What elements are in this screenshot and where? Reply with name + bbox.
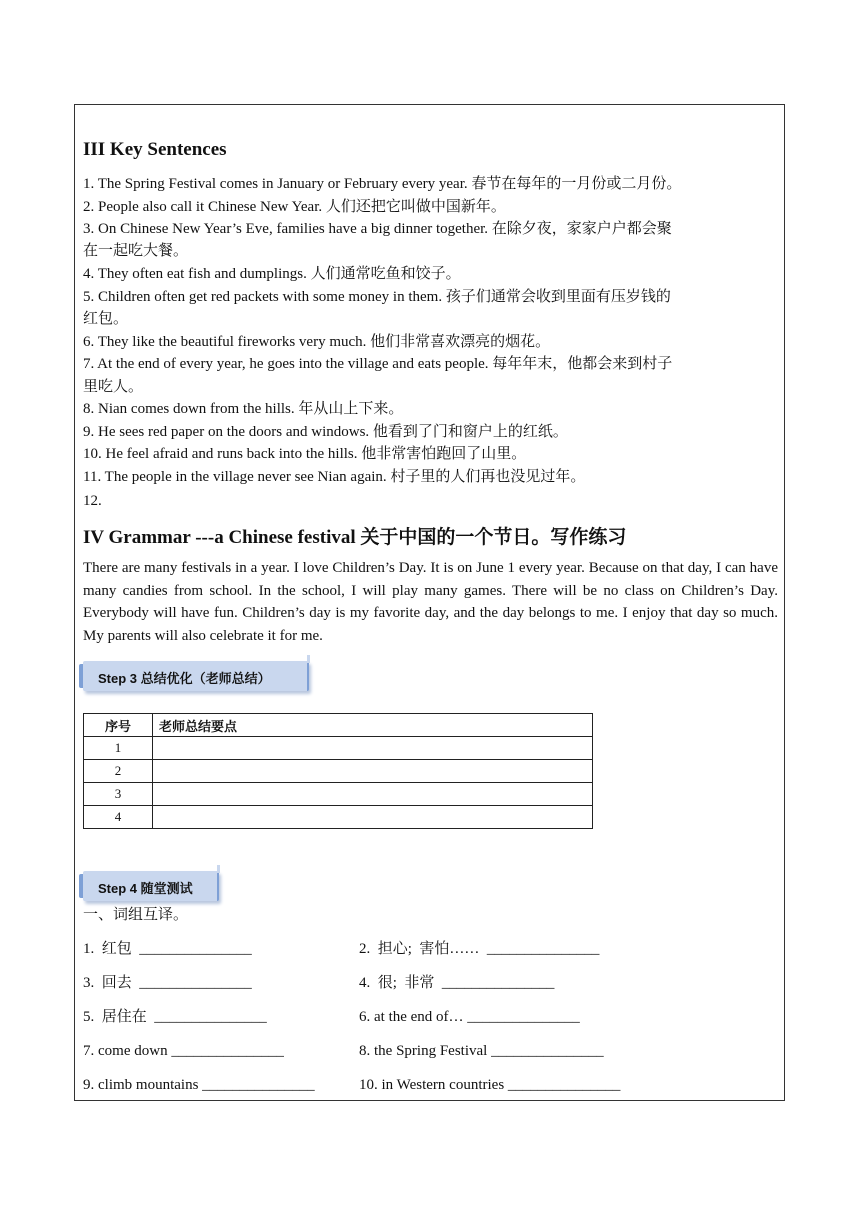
- exercise-item[interactable]: 9. climb mountains _______________: [83, 1077, 315, 1093]
- sentence-line: 5. Children often get red packets with some money in them. 孩子们通常会收到里面有压岁钱的: [83, 289, 671, 305]
- exercise-item[interactable]: 3. 回去 _______________: [83, 975, 252, 991]
- table-row: [84, 806, 593, 829]
- column-header-number: 序号: [84, 714, 153, 737]
- row-number: 3: [84, 783, 153, 806]
- summary-cell[interactable]: [153, 783, 593, 806]
- sentence-line: 7. At the end of every year, he goes into the village and eats people. 每年年末，他都会来到村子: [83, 356, 673, 372]
- step3-label: Step 3 总结优化（老师总结）: [98, 671, 271, 686]
- sentence-line: 10. He feel afraid and runs back into the hills. 他非常害怕跑回了山里。: [83, 446, 527, 462]
- sentence-line: 红包。: [83, 311, 129, 327]
- table-row: [84, 783, 593, 806]
- row-number: 2: [84, 760, 153, 783]
- exercise-row: [83, 972, 778, 994]
- sentence-line: 在一起吃大餐。: [83, 243, 189, 259]
- exercise-item[interactable]: 6. at the end of… _______________: [359, 1009, 580, 1025]
- step4-label: Step 4 随堂测试: [98, 881, 193, 896]
- section-key-sentences-title: III Key Sentences: [83, 139, 227, 160]
- exercise-row: [83, 1040, 778, 1062]
- exercise-item[interactable]: 5. 居住在 _______________: [83, 1009, 267, 1025]
- exercise-item[interactable]: 4. 很; 非常 _______________: [359, 975, 555, 991]
- sentence-line: 6. They like the beautiful fireworks very much. 他们非常喜欢漂亮的烟花。: [83, 334, 551, 350]
- row-number: 4: [84, 806, 153, 829]
- row-number: 1: [84, 737, 153, 760]
- exercise-row: [83, 1006, 778, 1028]
- step3-banner: [83, 661, 311, 691]
- exercise-item[interactable]: 2. 担心; 害怕…… _______________: [359, 941, 600, 957]
- summary-cell[interactable]: [153, 737, 593, 760]
- sentence-line: 12.: [83, 493, 102, 509]
- exercise-row: [83, 938, 778, 960]
- sentence-line: 2. People also call it Chinese New Year. 人们还把它叫做中国新年。: [83, 199, 506, 215]
- exercise-subtitle: 一、词组互译。: [83, 907, 189, 923]
- table-header-row: [84, 714, 593, 737]
- exercise-item[interactable]: 8. the Spring Festival _______________: [359, 1043, 604, 1059]
- column-header-points: 老师总结要点: [153, 714, 593, 737]
- exercise-item[interactable]: 1. 红包 _______________: [83, 941, 252, 957]
- exercise-row: [83, 1074, 778, 1096]
- sentence-line: 4. They often eat fish and dumplings. 人们通常吃鱼和饺子。: [83, 266, 461, 282]
- section-grammar-title: IV Grammar ---a Chinese festival 关于中国的一个节日。写作练习: [83, 527, 627, 548]
- sentence-line: 11. The people in the village never see Nian again. 村子里的人们再也没见过年。: [83, 469, 586, 485]
- step4-banner: [83, 871, 221, 901]
- writing-sample-paragraph: There are many festivals in a year. I love Children’s Day. It is on June 1 every year. Because on that day, I can have many candies from school. In the school, I will play many games. There will be no class on Children’s Day. Everybody will have fun. Children’s day is my favorite day, and the day belongs to me. I enjoy that day so much. My parents will also celebrate it for me.: [83, 560, 778, 644]
- sentence-line: 里吃人。: [83, 379, 144, 395]
- table-row: [84, 737, 593, 760]
- sentence-line: 1. The Spring Festival comes in January or February every year. 春节在每年的一月份或二月份。: [83, 176, 682, 192]
- summary-cell[interactable]: [153, 760, 593, 783]
- sentence-line: 8. Nian comes down from the hills. 年从山上下来。: [83, 401, 404, 417]
- sentence-line: 9. He sees red paper on the doors and windows. 他看到了门和窗户上的红纸。: [83, 424, 568, 440]
- worksheet-frame: [74, 104, 785, 1101]
- sentence-line: 3. On Chinese New Year’s Eve, families have a big dinner together. 在除夕夜，家家户户都会聚: [83, 221, 672, 237]
- teacher-summary-table: [83, 713, 593, 829]
- table-row: [84, 760, 593, 783]
- summary-cell[interactable]: [153, 806, 593, 829]
- exercise-item[interactable]: 10. in Western countries _______________: [359, 1077, 621, 1093]
- exercise-item[interactable]: 7. come down _______________: [83, 1043, 284, 1059]
